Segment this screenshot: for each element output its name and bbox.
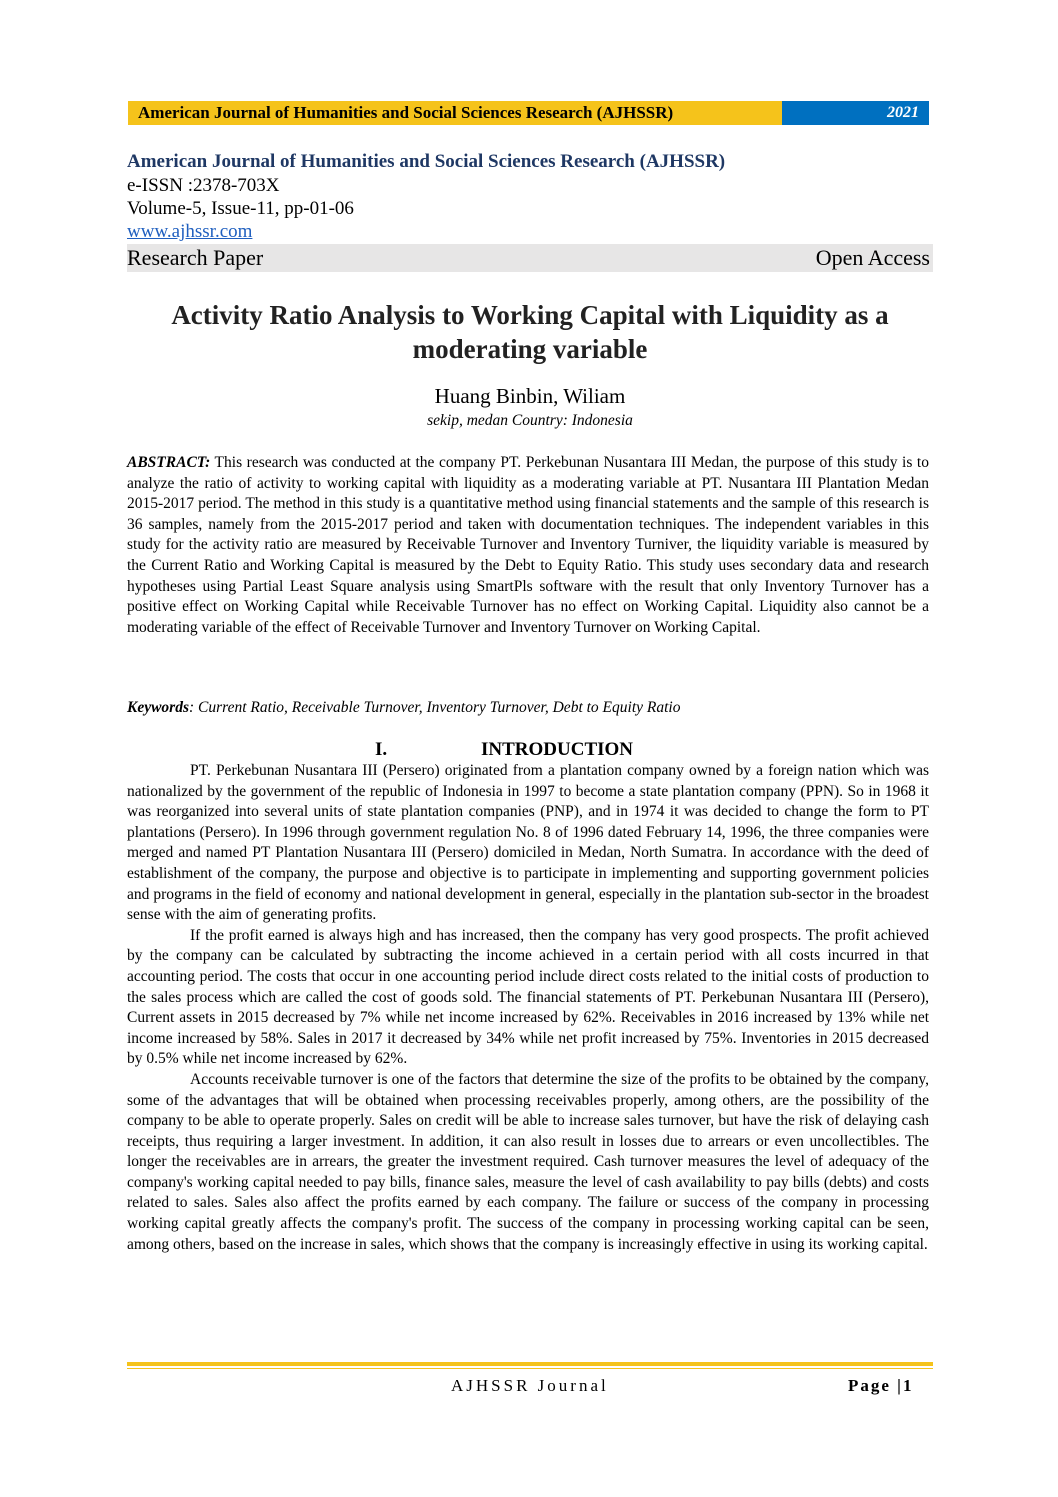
paragraph: Accounts receivable turnover is one of the factors that determine the size of the profits to be obtained by the company, some of the advantages that will be obtained when processing receivables properly, among others, are the possibility of the company to be able to operate properly. Sales on credit will be able to increase sales turnover, but have the risk of delaying cash receipts, thus requiring a larger investment. In addition, it can also result in losses due to arrears or even uncollectibles. The longer the receivables are in arrears, the greater the investment required. Cash turnover measures the level of adequacy of the company's working capital needed to pay bills, finance sales, measure the level of cash availability to pay bills (debts) and costs related to sales. Sales also affect the profits earned by each company. The failure or success of the company in processing working capital greatly affects the company's profit. The success of the company in processing working capital can be seen, among others, based on the increase in sales, which shows that the company is increasingly effective in using its working capital. — [127, 1070, 929, 1253]
journal-website-link[interactable]: www.ajhssr.com — [127, 221, 253, 242]
abstract-text: This research was conducted at the company PT. Perkebunan Nusantara III Medan, the purpose of this study is to analyze the ratio of activity to working capital with liquidity as a moderating variable at PT. Nusantara III Plantation Medan 2015-2017 period. The method in this study is a quantitative method using financial statements and the sample of this research is 36 samples, namely from the 2015-2017 period and taken with documentation techniques. The independent variables in this study for the activity ratio are measured by Receivable Turnover and Inventory Turniver, the liquidity variable is measured by the Current Ratio and Working Capital is measured by the Debt to Equity Ratio. This study uses secondary data and research hypotheses using Partial Least Square analysis using SmartPls software with the result that only Inventory Turnover has a positive effect on Working Capital while Receivable Turnover has no effect on Working Capital. Liquidity also cannot be a moderating variable of the effect of Receivable Turnover and Inventory Turnover on Working Capital. — [127, 454, 929, 636]
abstract-label: ABSTRACT: — [127, 454, 211, 471]
footer-rule — [127, 1362, 933, 1366]
paper-title — [127, 298, 933, 366]
page-number: 1 — [902, 1376, 914, 1395]
header-journal-name: American Journal of Humanities and Social Sciences Research (AJHSSR) — [128, 101, 782, 125]
section-title: INTRODUCTION — [481, 739, 634, 760]
page-label: Page | — [848, 1376, 903, 1395]
footer-page — [848, 1374, 913, 1398]
section-body — [127, 761, 929, 1255]
issn: e-ISSN :2378-703X — [127, 175, 280, 196]
volume-issue: Volume-5, Issue-11, pp-01-06 — [127, 198, 354, 219]
abstract — [127, 453, 929, 638]
paragraph: If the profit earned is always high and has increased, then the company has very good prospects. The profit achieved by the company can be calculated by subtracting the income achieved in a certain period with all costs incurred in that accounting period. The costs that occur in one accounting period include direct costs related to the initial costs of production to the sales process which are called the cost of goods sold. The financial statements of PT. Perkebunan Nusantara III (Persero), Current assets in 2015 decreased by 7% while net income increased by 62%. Receivables in 2016 increased by 13% while net income increased by 58%. Sales in 2017 it decreased by 34% while net profit increased by 75%. Inventories in 2015 decreased by 0.5% while net income increased by 62%. — [127, 926, 929, 1068]
keywords-label: Keywords — [127, 699, 189, 716]
paragraph: PT. Perkebunan Nusantara III (Persero) originated from a plantation company owned by a foreign nation which was nationalized by the government of the republic of Indonesia in 1997 to become a state plantation company (PPN). So in 1968 it was reorganized into several units of state plantation companies (PNP), and in 1974 it was decided to change the form to PT plantations (Persero). In 1996 through government regulation No. 8 of 1996 dated February 14, 1996, the three companies were merged and named PT Plantation Nusantara III (Persero) domiciled in Medan, North Sumatra. In accordance with the deed of establishment of the company, the purpose and objective is to participate in implementing and supporting government policies and programs in the field of economy and national development in general, especially in the plantation sub-sector in the broadest sense with the aim of generating profits. — [127, 762, 929, 924]
header-year: 2021 — [782, 101, 929, 125]
keywords-text: : Current Ratio, Receivable Turnover, Inventory Turnover, Debt to Equity Ratio — [189, 699, 681, 716]
title-line-1: Activity Ratio Analysis to Working Capital with Liquidity as a — [171, 300, 889, 330]
access-type: Open Access — [815, 245, 930, 270]
authors: Huang Binbin, Wiliam — [434, 384, 626, 408]
paper-type-bar — [127, 244, 933, 272]
title-line-2: moderating variable — [412, 334, 648, 364]
paper-type: Research Paper — [127, 245, 264, 270]
affiliation: sekip, medan Country: Indonesia — [427, 412, 633, 429]
section-number: I. — [375, 739, 388, 760]
footer-journal-name: AJHSSR Journal — [451, 1376, 609, 1395]
journal-name: American Journal of Humanities and Social Sciences Research (AJHSSR) — [127, 151, 726, 172]
journal-header-banner — [128, 101, 929, 125]
keywords — [127, 698, 929, 718]
journal-info — [127, 150, 933, 272]
footer-rule-thin — [127, 1368, 933, 1369]
